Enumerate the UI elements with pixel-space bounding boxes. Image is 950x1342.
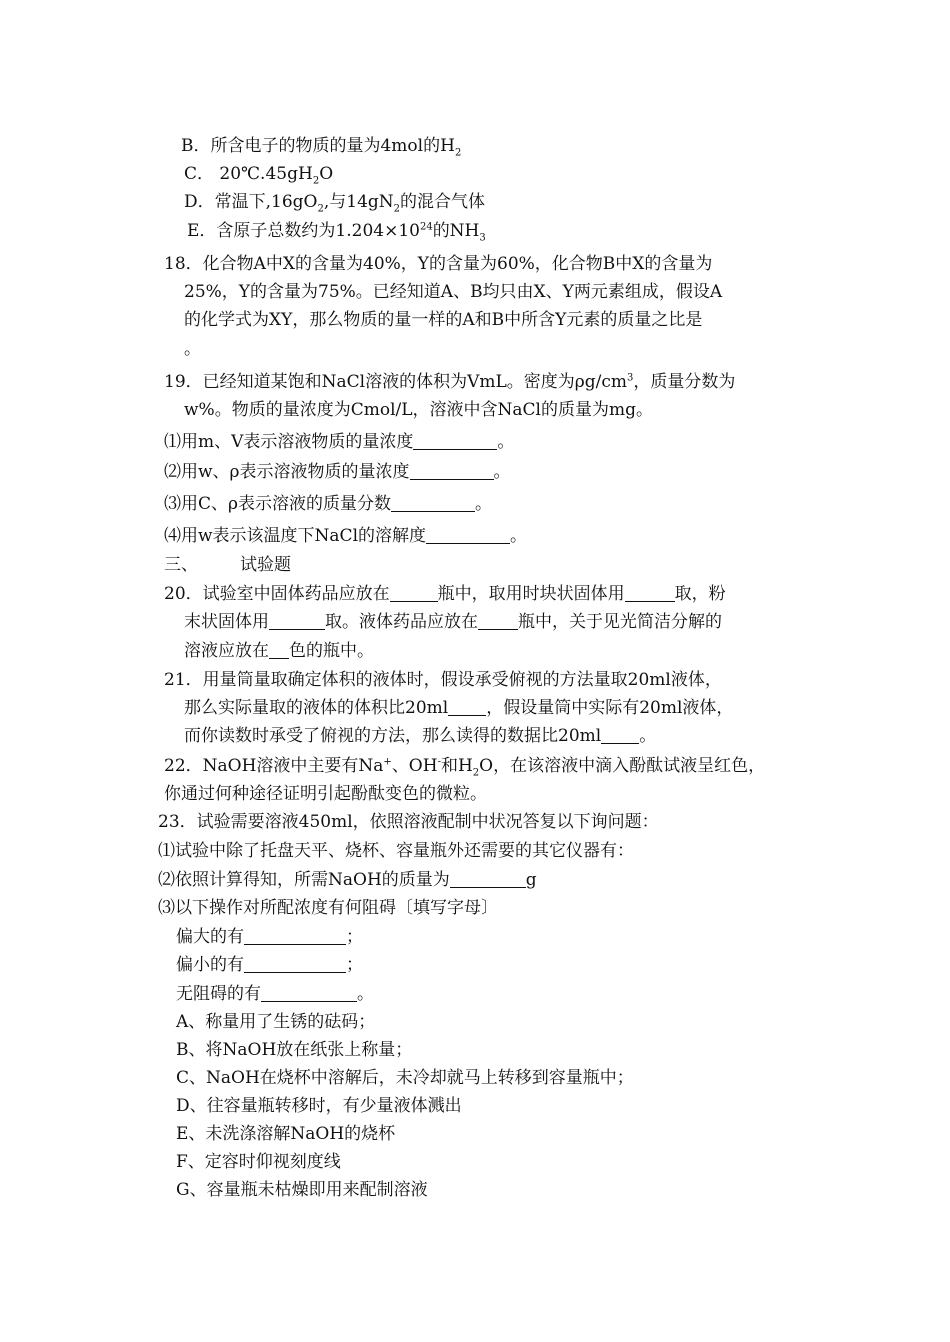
answer-blank[interactable] [426,525,510,544]
answer-blank[interactable] [269,640,289,659]
answer-blank[interactable] [478,611,518,630]
q21-line1: 21．用量筒量取确定体积的液体时，假设承受俯视的方法量取20ml液体， [164,670,722,690]
q23-option-d: D、往容量瓶转移时，有少量液体溅出 [176,1096,462,1116]
answer-blank[interactable] [390,583,438,602]
q23-option-g: G、容量瓶未枯燥即用来配制溶液 [176,1180,428,1200]
answer-blank[interactable] [448,697,486,716]
q23-part1: ⑴试验中除了托盘天平、烧杯、容量瓶外还需要的其它仪器有： [158,841,634,861]
answer-blank[interactable] [244,926,346,945]
q19-line1: 19．已经知道某饱和NaCl溶液的体积为VmL。密度为$\rho g/cm^3$，质量分数为 [164,372,736,392]
q17-option-e: E．含原子总数约为$1.204\times 10^{24}$的$NH_3$ [187,221,486,244]
q23-option-b: B、将NaOH放在纸张上称量； [176,1040,413,1060]
q21-line3: 而你读数时承受了俯视的方法，那么读得的数据比20ml 。 [184,726,657,746]
q19-part4: ⑷用w表示该温度下NaCl的溶解度 。 [164,526,528,546]
q19-part1: ⑴用m、V表示溶液物质的量浓度 。 [164,432,515,452]
section-heading: 三、 试验题 [164,555,291,575]
q19-line2: w%。物质的量浓度为Cmol/L，溶液中含NaCl的质量为mg。 [184,400,653,420]
q20-line2: 末状固体用 取。液体药品应放在 瓶中，关于见光简洁分解的 [184,612,722,632]
answer-blank[interactable] [261,983,357,1002]
q22-line2: 你通过何种途径证明引起酚酞变色的微粒。 [164,784,487,804]
q19-part2: ⑵用w、ρ表示溶液物质的量浓度 。 [164,462,511,482]
q20-line3: 溶液应放在 色的瓶中。 [184,641,374,661]
q17-option-c: C． $20℃.45gH_2O$ [184,164,334,187]
answer-blank[interactable] [601,725,639,744]
q23-option-a: A、称量用了生锈的砝码； [176,1012,376,1032]
answer-blank[interactable] [450,869,526,888]
q17-option-d: D．常温下$,16gO_2$,与$14gN_2$的混合气体 [184,192,486,215]
q23-title: 23．试验需要溶液450ml，依照溶液配制中状况答复以下询问题： [158,812,659,832]
q18-line4: 。 [184,339,201,359]
answer-blank[interactable] [391,493,475,512]
q23-part3: ⑶以下操作对所配浓度有何阻碍〔填写字母〕 [158,898,498,918]
q18-line2: 25%，Y的含量为75%。已经知道A、B均只由X、Y两元素组成，假设A [184,282,723,302]
q17-option-b: B．所含电子的物质的量为4mol的$H_2$ [181,136,462,159]
q23-smaller-line: 偏小的有 ； [176,955,363,975]
q20-line1: 20．试验室中固体药品应放在 瓶中，取用时块状固体用 取，粉 [164,584,726,604]
q18-line1: 18．化合物A中X的含量为40%，Y的含量为60%，化合物B中X的含量为 [164,254,713,274]
q23-option-c: C、NaOH在烧杯中溶解后，未冷却就马上转移到容量瓶中； [176,1068,634,1088]
answer-blank[interactable] [269,611,325,630]
q21-line2: 那么实际量取的液体的体积比20ml ，假设量筒中实际有20ml液体， [184,698,734,718]
q18-line3: 的化学式为XY，那么物质的量一样的A和B中所含Y元素的质量之比是 [184,310,703,330]
q22-line1: 22．NaOH溶液中主要有Na+、OH-和$H_2O$，在该溶液中滴入酚酞试液呈红色， [164,756,766,779]
answer-blank[interactable] [244,954,346,973]
q23-no-effect-line: 无阻碍的有 。 [176,984,374,1004]
answer-blank[interactable] [410,461,494,480]
q23-larger-line: 偏大的有 ； [176,927,363,947]
answer-blank[interactable] [413,431,497,450]
q23-option-e: E、未洗涤溶解NaOH的烧杯 [176,1124,396,1144]
answer-blank[interactable] [625,583,675,602]
q19-part3: ⑶用C、ρ表示溶液的质量分数 。 [164,494,493,514]
q23-part2: ⑵依照计算得知，所需NaOH的质量为 g [158,870,537,890]
q23-option-f: F、定容时仰视刻度线 [176,1152,341,1172]
